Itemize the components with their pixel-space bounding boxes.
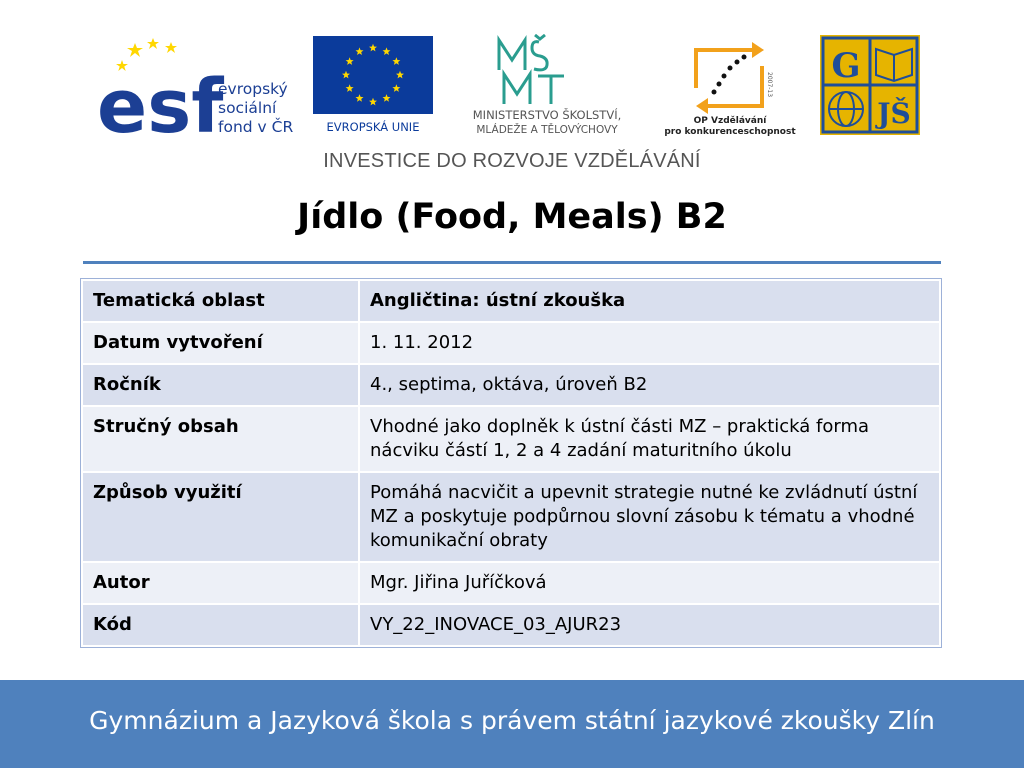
info-table xyxy=(81,279,941,647)
page-title: Jídlo (Food, Meals) B2 xyxy=(297,197,727,237)
row-value: Mgr. Jiřina Juříčková xyxy=(359,562,940,604)
investice-slogan: INVESTICE DO ROZVOJE VZDĚLÁVÁNÍ xyxy=(323,150,701,172)
title-divider xyxy=(83,261,941,264)
table-row xyxy=(82,322,940,364)
row-label: Autor xyxy=(82,562,359,604)
table-row xyxy=(82,562,940,604)
row-label: Ročník xyxy=(82,364,359,406)
msmt-line-2: MLÁDEŽE A TĚLOVÝCHOVY xyxy=(476,124,618,136)
eu-label: EVROPSKÁ UNIE xyxy=(326,120,420,134)
esf-mark: esf xyxy=(97,64,224,136)
op-dots-icon xyxy=(712,55,747,95)
table-row xyxy=(82,406,940,472)
eu-logo xyxy=(313,36,433,136)
row-value: Vhodné jako doplněk k ústní části MZ – praktická forma nácviku částí 1, 2 a 4 zadání maturitního úkolu xyxy=(359,406,940,472)
row-value: 4., septima, oktáva, úroveň B2 xyxy=(359,364,940,406)
gjs-logo xyxy=(820,35,920,135)
footer-text: Gymnázium a Jazyková škola s právem státní jazykové zkoušky Zlín xyxy=(89,706,935,735)
gjs-letter-g: G xyxy=(831,46,861,86)
row-label: Stručný obsah xyxy=(82,406,359,472)
footer-bar xyxy=(0,680,1024,768)
op-years: 2007-13 xyxy=(766,72,773,98)
esf-line-2: sociální xyxy=(218,99,277,117)
op-line-2: pro konkurenceschopnost xyxy=(664,127,796,137)
msmt-monogram-icon xyxy=(499,35,564,104)
table-row xyxy=(82,604,940,646)
esf-line-3: fond v ČR xyxy=(218,118,294,136)
row-label: Způsob využití xyxy=(82,472,359,562)
row-value: Pomáhá nacvičit a upevnit strategie nutné ke zvládnutí ústní MZ a poskytuje podpůrnou slovní zásobu k tématu a vhodné komunikační obraty xyxy=(359,472,940,562)
row-label: Tematická oblast xyxy=(82,280,359,322)
esf-line-1: evropský xyxy=(218,80,288,98)
gjs-letters-js: JŠ xyxy=(877,97,911,130)
row-value: VY_22_INOVACE_03_AJUR23 xyxy=(359,604,940,646)
op-logo xyxy=(662,40,802,138)
row-value: 1. 11. 2012 xyxy=(359,322,940,364)
row-label: Kód xyxy=(82,604,359,646)
op-frame-icon xyxy=(696,42,764,114)
op-line-1: OP Vzdělávání xyxy=(693,116,767,126)
msmt-logo xyxy=(444,34,650,138)
row-value: Angličtina: ústní zkouška xyxy=(359,280,940,322)
table-row xyxy=(82,364,940,406)
table-row xyxy=(82,472,940,562)
msmt-line-1: MINISTERSTVO ŠKOLSTVÍ, xyxy=(472,108,622,122)
row-label: Datum vytvoření xyxy=(82,322,359,364)
table-row xyxy=(82,280,940,322)
esf-logo xyxy=(97,36,303,136)
